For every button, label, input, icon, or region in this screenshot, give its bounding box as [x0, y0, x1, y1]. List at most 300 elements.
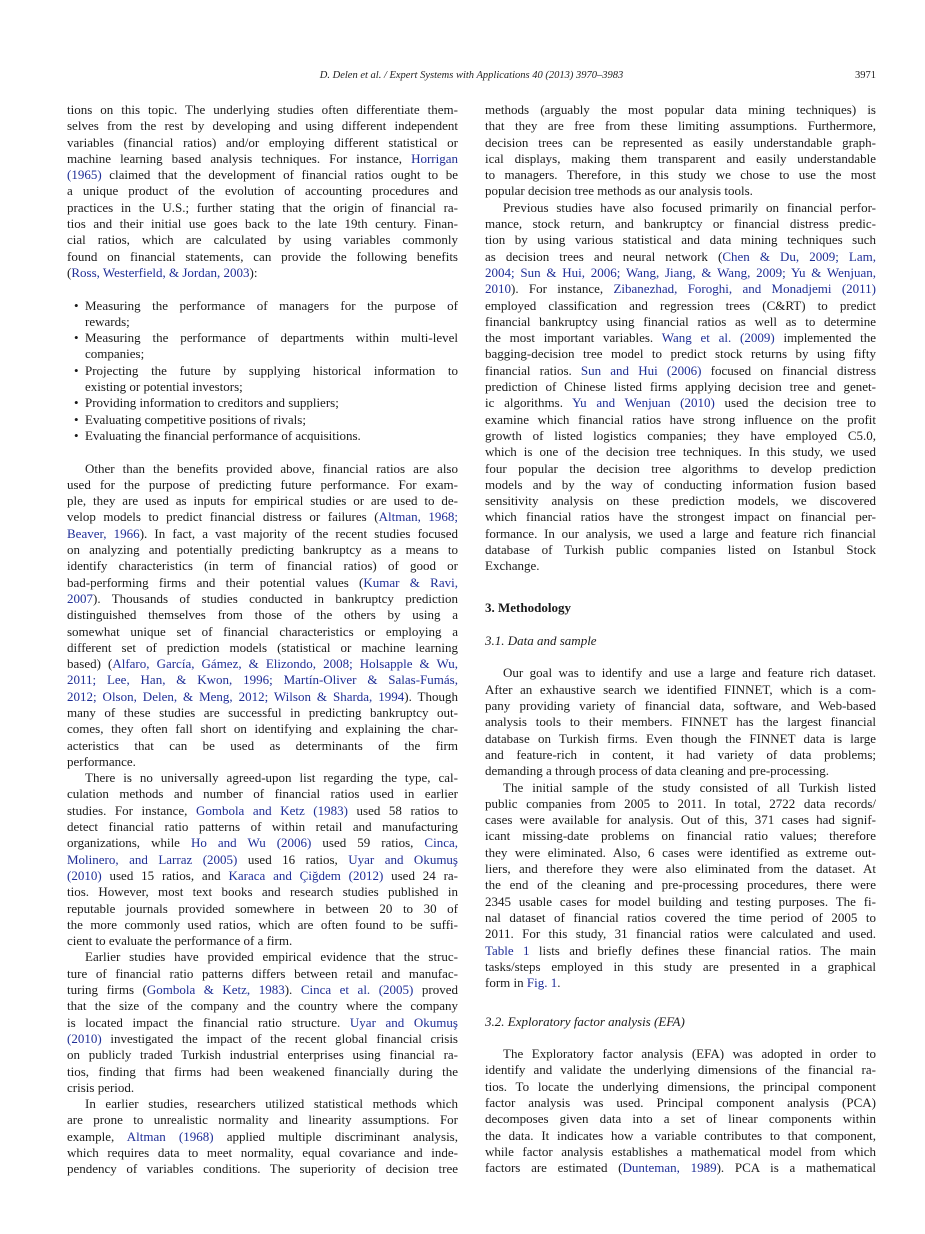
text-run: 2345 usable cases for model building and testing purposes. The fi- — [485, 893, 876, 909]
citation-link[interactable]: Uyar and Okumuş — [348, 851, 458, 867]
text-run: investigated the impact of the recent global financial crisis — [101, 1030, 458, 1046]
text-line — [67, 1064, 458, 1080]
text-run: and feature-rich in content, it had variety of data problems; — [485, 746, 876, 762]
text-line — [67, 118, 458, 134]
text-run: Our goal was to identify and use a large and feature rich dataset. — [503, 665, 876, 681]
text-line — [67, 314, 458, 330]
text-line — [485, 910, 876, 926]
text-run: which requires data to meet normality, equal covariance and inde- — [67, 1145, 458, 1160]
text-line — [485, 395, 876, 411]
text-line — [67, 884, 458, 900]
citation-link[interactable]: 2007 — [67, 590, 93, 606]
text-run: cial ratios, which are calculated by using variables commonly — [67, 232, 458, 248]
text-run: ). In fact, a vast majority of the recent studies focused — [139, 525, 458, 541]
bullet-icon: • — [74, 395, 79, 411]
text-run: Measuring the performance of departments within multi-level — [85, 330, 458, 346]
text-line — [67, 1161, 458, 1177]
text-run: the data. It indicates how a variable contributes to that component, — [485, 1127, 876, 1143]
text-line — [485, 812, 876, 828]
text-run: machine learning based analysis techniques. For instance, — [67, 150, 412, 166]
text-run: on analyzing and potentially predicting bankruptcy as a means to — [67, 542, 458, 558]
text-line — [485, 412, 876, 428]
citation-link[interactable]: Table 1 — [485, 942, 530, 958]
text-run: ): — [249, 264, 258, 280]
text-run: In earlier studies, researchers utilized statistical methods which — [85, 1096, 458, 1112]
text-line — [67, 901, 458, 917]
citation-link[interactable]: Altman (1968) — [126, 1128, 214, 1144]
text-run: icant missing-date problems on financial ratio values; therefore — [485, 828, 876, 844]
text-run: ( — [67, 264, 72, 280]
text-run: tios. However, most text books and research studies published in — [67, 884, 458, 900]
text-run: are prone to unrealistic normality and linearity assumptions. For — [67, 1112, 458, 1128]
citation-link[interactable]: Sun and Hui (2006) — [580, 362, 702, 378]
text-line — [485, 796, 876, 812]
text-line — [485, 509, 876, 525]
bullet-item — [67, 298, 458, 331]
bullet-item — [67, 395, 458, 411]
text-line — [485, 135, 876, 151]
citation-link[interactable]: Altman, 1968; — [378, 509, 458, 525]
text-line — [485, 265, 876, 281]
text-line — [485, 714, 876, 730]
text-line — [67, 509, 458, 525]
citation-link[interactable]: Dunteman, 1989 — [622, 1160, 717, 1176]
text-run: public companies from 2005 to 2011. In total, 2722 data records/ — [485, 795, 876, 811]
left-column — [67, 102, 458, 1178]
text-line — [67, 412, 458, 428]
text-line — [67, 770, 458, 786]
text-run: Evaluating the financial performance of acquisitions. — [85, 427, 361, 443]
text-run: sensitivity analysis on these prediction models, we discovered — [485, 493, 876, 509]
text-run: used 59 ratios, — [311, 835, 425, 851]
text-line — [485, 461, 876, 477]
text-line — [485, 926, 876, 942]
text-line — [67, 1015, 458, 1031]
text-run: cases were available for analysis. Out of this, 371 cases had signif- — [485, 812, 876, 828]
text-line — [67, 102, 458, 118]
paragraph — [67, 949, 458, 1096]
text-run: performance. — [67, 753, 136, 769]
text-run: analysis tools to their members. FINNET has the largest financial — [485, 714, 876, 730]
text-run: Projecting the future by supplying historical information to — [85, 362, 458, 378]
citation-link[interactable]: Beaver, 1966 — [67, 525, 140, 541]
text-run: tios, finding that firms had been weakened financially during the — [67, 1063, 458, 1079]
text-run: Providing information to creditors and suppliers; — [85, 395, 339, 411]
text-run: ). For instance, — [511, 281, 614, 297]
text-run: the end of the cleaning and pre-processing procedures, there were — [485, 877, 876, 893]
text-run: decomposes given data into a set of linear components within — [485, 1111, 876, 1127]
text-line — [485, 1079, 876, 1095]
text-run: on publicly traded Turkish industrial enterprises using financial ra- — [67, 1047, 458, 1063]
citation-link[interactable]: Wang et al. (2009) — [661, 330, 775, 346]
text-run: mance, stock return, and bankruptcy or financial distress predic- — [485, 216, 876, 232]
text-run: used for the purpose of predicting future performance. For exam- — [67, 476, 458, 492]
text-run: used 58 ratios to — [347, 802, 458, 818]
text-run: Earlier studies have provided empirical evidence that the struc- — [85, 949, 458, 965]
paragraph — [485, 780, 876, 992]
text-line — [485, 665, 876, 681]
text-line — [485, 200, 876, 216]
text-line — [67, 868, 458, 884]
text-line — [485, 975, 876, 991]
text-run: factors are estimated ( — [485, 1160, 623, 1176]
text-line — [485, 959, 876, 975]
text-run: decision trees can be represented as easily understandable graph- — [485, 134, 876, 150]
text-line — [485, 477, 876, 493]
text-run: ture of financial ratio patterns differs between retail and manufac- — [67, 965, 458, 981]
text-run: turing firms ( — [67, 982, 147, 998]
text-run: example, — [67, 1128, 127, 1144]
citation-link[interactable]: Gombola & Ketz, 1983 — [146, 982, 285, 998]
text-run: bad-performing firms and their potential values ( — [67, 574, 364, 590]
text-line — [485, 379, 876, 395]
text-line — [485, 493, 876, 509]
text-run: proved — [413, 982, 458, 998]
text-run: prediction of Chinese listed firms applying decision tree and genet- — [485, 379, 876, 395]
text-run: . — [557, 975, 561, 991]
text-run: database of Turkish public companies listed on Istanbul Stock — [485, 542, 876, 558]
bullet-item — [67, 428, 458, 444]
text-line — [485, 183, 876, 199]
text-run: ple, they are used as inputs for empirical studies or are used to de- — [67, 493, 458, 509]
text-line — [67, 966, 458, 982]
bullet-icon: • — [74, 427, 79, 443]
text-run: that the size of the company and the country where the company — [67, 998, 458, 1014]
text-run: There is no universally agreed-upon list regarding the type, cal- — [85, 770, 458, 786]
text-run: liers, and therefore they were also eliminated from the dataset. At — [485, 861, 876, 877]
citation-link[interactable]: Molinero, and Larraz (2005) — [67, 851, 238, 867]
text-run: companies; — [85, 346, 145, 362]
text-line — [67, 379, 458, 395]
text-line — [485, 216, 876, 232]
text-run: popular decision tree methods as our analysis tools. — [485, 183, 753, 199]
text-line — [67, 591, 458, 607]
text-line — [485, 1095, 876, 1111]
text-line — [67, 346, 458, 362]
text-run: comes, they often fall short on identifying and explaining the char- — [67, 721, 458, 737]
subsection-heading: 3.2. Exploratory factor analysis (EFA) — [485, 1014, 685, 1030]
text-line — [67, 1129, 458, 1145]
subsection-heading: 3.1. Data and sample — [485, 632, 597, 648]
text-line — [67, 786, 458, 802]
text-run: reputable journals provided somewhere in between 20 to 30 of — [67, 900, 458, 916]
text-line — [485, 118, 876, 134]
text-run: database on Turkish firms. Even though the FINNET data is large — [485, 730, 876, 746]
text-run: tion by using various statistical and data mining techniques such — [485, 232, 876, 248]
text-run: form in — [485, 975, 527, 991]
text-line — [67, 298, 458, 314]
text-run: 2011. For this study, 31 financial ratios were calculated and used. — [485, 926, 876, 942]
citation-link[interactable]: Chen & Du, 2009; Lam, — [722, 248, 876, 264]
text-run: financial bankruptcy using financial ratios as well as to determine — [485, 313, 876, 329]
text-run: After an exhaustive search we identified FINNET, which is a com- — [485, 681, 876, 697]
text-run: employed classification and regression trees (C&RT) to predict — [485, 297, 876, 313]
text-line — [485, 1062, 876, 1078]
citation-link[interactable]: Zibanezhad, Foroghi, and Monadjemi (2011) — [613, 281, 876, 297]
citation-link[interactable]: 2004; Sun & Hui, 2006; Wang, Jiang, & Wang, 2009; Yu & Wenjuan, — [485, 264, 876, 280]
text-run: used 24 ra- — [383, 867, 458, 883]
text-run: distinguished themselves from those of the others by using a — [67, 607, 458, 623]
text-line — [67, 819, 458, 835]
text-run: focused on financial distress — [701, 362, 877, 378]
text-run: demanding a through process of data cleaning and pre-processing. — [485, 763, 830, 779]
text-run: ). PCA is a mathematical — [716, 1160, 876, 1176]
text-run: ). Though — [404, 688, 458, 704]
text-line — [485, 1160, 876, 1176]
text-run: bagging-decision tree model to predict stock returns by using fifty — [485, 346, 876, 362]
text-run: existing or potential investors; — [85, 379, 243, 395]
citation-link[interactable]: Yu and Wenjuan (2010) — [572, 395, 715, 411]
text-run: rewards; — [85, 313, 130, 329]
text-run: culation methods and number of financial ratios used in earlier — [67, 786, 458, 802]
text-run: found on financial statements, can provide the following benefits — [67, 248, 458, 264]
paragraph — [67, 1096, 458, 1177]
text-line — [67, 151, 458, 167]
citation-link[interactable]: Karaca and Çiğdem (2012) — [228, 867, 384, 883]
citation-link[interactable]: Fig. 1 — [526, 975, 558, 991]
text-run: selves from the rest by developing and using different independent — [67, 118, 458, 134]
text-line — [485, 151, 876, 167]
text-line — [485, 167, 876, 183]
citation-link[interactable]: Gombola and Ketz (1983) — [195, 802, 348, 818]
citation-link[interactable]: (1965) — [67, 167, 102, 183]
text-line — [67, 363, 458, 379]
text-run: Measuring the performance of managers for the purpose of — [85, 297, 458, 313]
page-number: 3971 — [855, 70, 876, 81]
bullet-icon: • — [74, 362, 79, 378]
text-run: factor analysis was used. Principal component analysis (PCA) — [485, 1094, 876, 1110]
text-line — [67, 1096, 458, 1112]
citation-link[interactable]: 2011; Lee, Han, & Kwon, 1996; Martín-Oliver & Salas-Fumás, — [67, 672, 458, 688]
text-run: crisis period. — [67, 1079, 135, 1095]
text-run: identify characteristics (in term of financial ratios) of good or — [67, 558, 458, 574]
text-run: as decision trees and neural network ( — [485, 248, 723, 264]
paragraph — [485, 200, 876, 575]
right-column — [485, 102, 876, 1176]
text-line — [67, 1112, 458, 1128]
text-run: organizations, while — [67, 835, 191, 851]
text-run: The initial sample of the study consisted of all Turkish listed — [503, 779, 876, 795]
text-run: acteristics that can be used as determinants of the firm — [67, 737, 458, 753]
text-run: used 16 ratios, — [237, 851, 349, 867]
text-run: used 15 ratios, and — [101, 867, 229, 883]
text-line — [485, 747, 876, 763]
text-run: to managers. Therefore, in this study we chose to use the most — [485, 167, 876, 183]
citation-link[interactable]: (2010) — [67, 867, 102, 883]
text-line — [485, 845, 876, 861]
text-run: Previous studies have also focused primarily on financial perfor- — [503, 199, 876, 215]
text-line — [485, 682, 876, 698]
text-line — [67, 607, 458, 623]
bullet-icon: • — [74, 411, 79, 427]
text-line — [485, 763, 876, 779]
text-run: studies. For instance, — [67, 802, 196, 818]
text-line — [67, 216, 458, 232]
text-line — [67, 1080, 458, 1096]
text-line — [485, 943, 876, 959]
text-line — [67, 477, 458, 493]
text-run: four popular the decision tree algorithms to develop prediction — [485, 460, 876, 476]
text-line — [485, 249, 876, 265]
text-run: based) ( — [67, 656, 113, 672]
text-line — [67, 738, 458, 754]
text-line — [485, 444, 876, 460]
bullet-item — [67, 330, 458, 363]
bullet-list — [67, 298, 458, 445]
bullet-icon: • — [74, 297, 79, 313]
text-line — [67, 852, 458, 868]
text-run: lists and briefly defines these financial ratios. The main — [529, 942, 876, 958]
text-run: pany providing variety of financial data, software, and Web-based — [485, 698, 876, 714]
text-line — [67, 754, 458, 770]
text-line — [67, 265, 458, 281]
text-run: growth of listed logistics companies; they have employed C5.0, — [485, 427, 876, 443]
text-line — [67, 395, 458, 411]
text-run: tios. To locate the underlying dimensions, the principal component — [485, 1078, 876, 1094]
text-run: velop models to predict financial distress or failures ( — [67, 509, 379, 525]
citation-link[interactable]: Alfaro, García, Gámez, & Elizondo, 2008; Holsapple & Wu, — [112, 656, 458, 672]
citation-link[interactable]: Cinca, — [424, 835, 458, 851]
paragraph — [485, 102, 876, 200]
citation-link[interactable]: Uyar and Okumuş — [349, 1014, 458, 1030]
text-line — [485, 298, 876, 314]
text-run: tions on this topic. The underlying studies often differentiate them- — [67, 102, 458, 117]
text-line — [67, 330, 458, 346]
text-line — [485, 232, 876, 248]
text-run: while factor analysis establishes a mathematical model from which — [485, 1143, 876, 1159]
text-run: applied multiple discriminant analysis, — [213, 1128, 458, 1144]
text-run: identify and validate the underlying dimensions of the financial ra- — [485, 1062, 876, 1078]
text-line — [67, 461, 458, 477]
text-run: nal dataset of financial ratios covered the time period of 2005 to — [485, 909, 876, 925]
text-run: methods (arguably the most popular data mining techniques) is — [485, 102, 876, 117]
text-run: tios and their initial use goes back to the late 19th century. Finan- — [67, 216, 458, 232]
text-line — [67, 917, 458, 933]
text-line — [67, 575, 458, 591]
text-line — [485, 330, 876, 346]
text-run: claimed that the development of financial ratios ought to be — [101, 167, 458, 183]
text-run: many of these studies are successful in predicting bankruptcy out- — [67, 704, 458, 720]
text-line — [67, 1145, 458, 1161]
text-run: implemented the — [774, 330, 876, 346]
citation-link[interactable]: (2010) — [67, 1030, 102, 1046]
citation-link[interactable]: Kumar & Ravi, — [363, 574, 458, 590]
text-line — [485, 428, 876, 444]
text-line — [485, 731, 876, 747]
text-line — [485, 828, 876, 844]
text-line — [67, 998, 458, 1014]
text-line — [67, 558, 458, 574]
text-line — [485, 1046, 876, 1062]
text-run: detect financial ratio patterns of within retail and manufacturing — [67, 819, 458, 835]
text-line — [485, 542, 876, 558]
text-run: ). Thousands of studies conducted in bankruptcy prediction — [93, 590, 458, 606]
text-line — [485, 346, 876, 362]
text-line — [485, 363, 876, 379]
text-line — [485, 780, 876, 796]
citation-link[interactable]: 2010 — [485, 281, 511, 297]
text-run: cient to evaluate the performance of a firm. — [67, 933, 293, 949]
text-line — [67, 656, 458, 672]
text-run: different set of prediction models (statistical or machine learning — [67, 639, 458, 655]
running-header — [67, 70, 876, 86]
paragraph — [485, 665, 876, 779]
text-line — [67, 835, 458, 851]
text-run: formance. In our analysis, we used a large and feature rich financial — [485, 525, 876, 541]
text-run: Other than the benefits provided above, financial ratios are also — [85, 460, 458, 476]
text-run: which financial ratios have the strongest impact on financial per- — [485, 509, 876, 525]
text-run: they were eliminated. Also, 6 cases were identified as extreme out- — [485, 844, 876, 860]
text-line — [67, 982, 458, 998]
paragraph — [67, 461, 458, 771]
text-line — [67, 183, 458, 199]
citation-link[interactable]: 2012; Olson, Delen, & Meng, 2012; Wilson & Sharda, 1994 — [67, 688, 405, 704]
citation-link[interactable]: Ho and Wu (2006) — [190, 835, 312, 851]
text-line — [67, 803, 458, 819]
text-run: examine which financial ratios have strong influence on the profit — [485, 411, 876, 427]
text-run: that they are free from these limiting assumptions. Furthermore, — [485, 118, 876, 134]
text-run: The Exploratory factor analysis (EFA) was adopted in order to — [503, 1046, 876, 1062]
text-line — [67, 1031, 458, 1047]
text-run: ical displays, making them transparent and easily understandable — [485, 150, 876, 166]
text-line — [67, 721, 458, 737]
text-line — [485, 558, 876, 574]
text-run: is located impact the financial ratio structure. — [67, 1014, 350, 1030]
text-line — [485, 314, 876, 330]
text-line — [67, 135, 458, 151]
text-run: variables (financial ratios) and/or employing different statistical or — [67, 134, 458, 150]
text-run: practices in the U.S.; further stating that the origin of financial ra- — [67, 199, 458, 215]
text-line — [485, 281, 876, 297]
text-line — [67, 493, 458, 509]
text-line — [485, 894, 876, 910]
text-line — [67, 167, 458, 183]
running-title: D. Delen et al. / Expert Systems with Applications 40 (2013) 3970–3983 — [319, 70, 624, 81]
citation-link[interactable]: Horrigan — [411, 150, 458, 166]
text-line — [67, 249, 458, 265]
citation-link[interactable]: Cinca et al. (2005) — [300, 982, 414, 998]
text-line — [485, 698, 876, 714]
text-line — [67, 689, 458, 705]
text-line — [485, 1144, 876, 1160]
text-run: Evaluating competitive positions of rivals; — [85, 411, 306, 427]
section-heading: 3. Methodology — [485, 600, 571, 616]
citation-link[interactable]: Ross, Westerfield, & Jordan, 2003 — [71, 264, 250, 280]
text-line — [67, 200, 458, 216]
text-run: the most important variables. — [485, 330, 662, 346]
bullet-icon: • — [74, 330, 79, 346]
text-line — [67, 232, 458, 248]
text-line — [485, 877, 876, 893]
bullet-item — [67, 412, 458, 428]
text-line — [67, 1047, 458, 1063]
text-run: a unique product of the evolution of accounting procedures and — [67, 183, 458, 199]
text-run: pendency of variables conditions. The superiority of decision tree — [67, 1161, 458, 1177]
text-run: tasks/steps employed in this study are presented in a graphical — [485, 958, 876, 974]
paragraph — [67, 770, 458, 949]
text-line — [67, 933, 458, 949]
text-run: which is one of the decision tree techniques. In this study, we used — [485, 444, 876, 460]
text-line — [67, 949, 458, 965]
text-line — [67, 428, 458, 444]
bullet-item — [67, 363, 458, 396]
text-line — [67, 526, 458, 542]
text-run: ). — [284, 982, 301, 998]
text-line — [485, 1111, 876, 1127]
text-line — [485, 861, 876, 877]
text-run: models and by the way of conducting information fusion based — [485, 476, 876, 492]
paragraph — [485, 1046, 876, 1176]
